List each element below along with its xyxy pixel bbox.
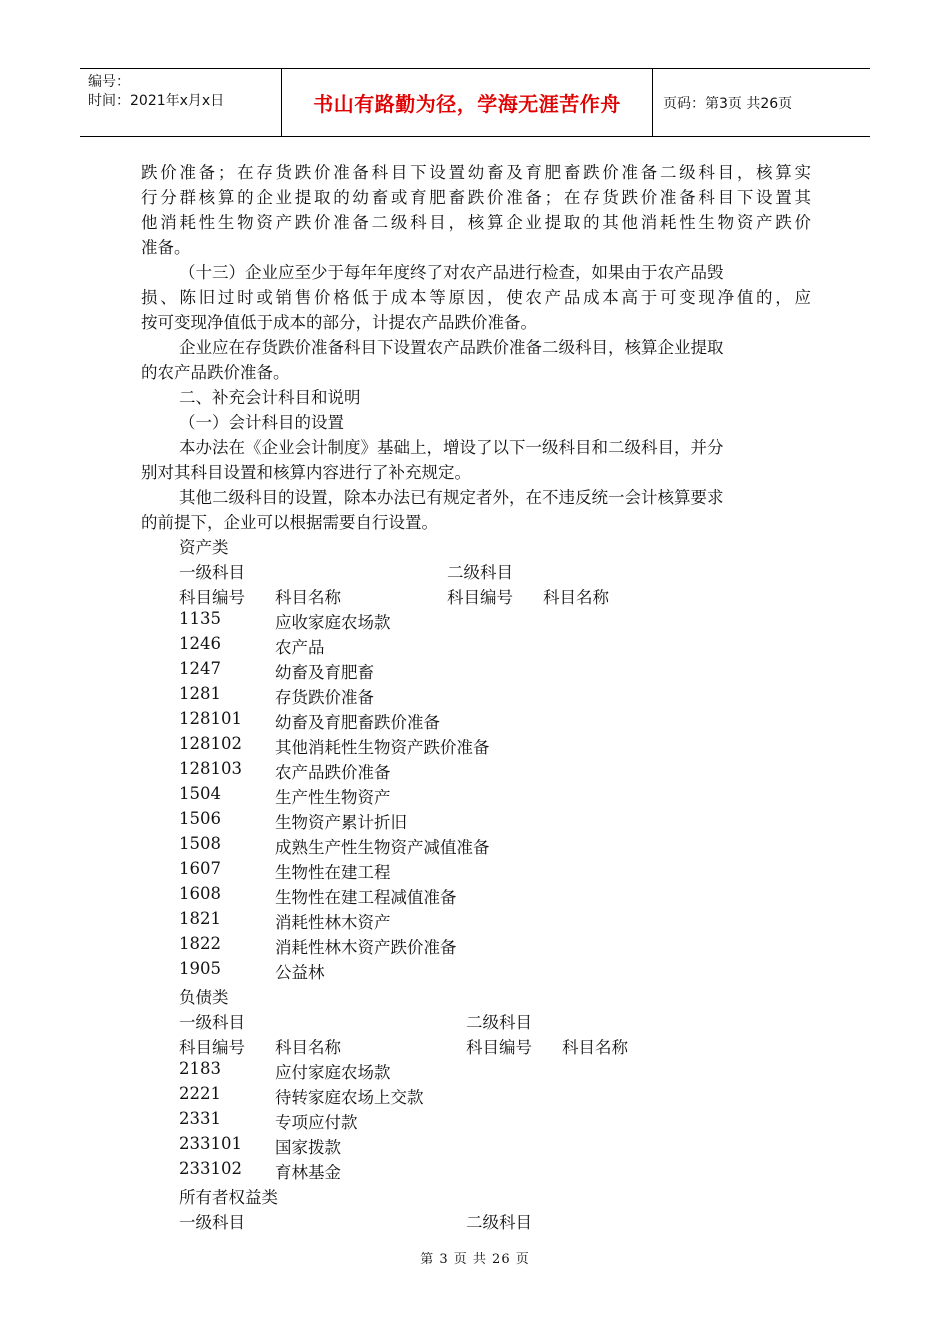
subsection-heading: （一）会计科目的设置 xyxy=(179,413,344,432)
account-code: 2183 xyxy=(179,1059,221,1078)
paragraph-line: 跌价准备；在存货跌价准备科目下设置幼畜及育肥畜跌价准备二级科目，核算实 xyxy=(141,163,811,182)
account-name: 专项应付款 xyxy=(275,1113,358,1132)
liabilities-level2-header: 二级科目 xyxy=(466,1013,532,1032)
assets-code-header-2: 科目编号 xyxy=(447,588,513,607)
account-code: 1608 xyxy=(179,884,221,903)
account-code: 128102 xyxy=(179,734,242,753)
header-motto: 书山有路勤为径，学海无涯苦作舟 xyxy=(281,69,653,136)
document-number-label: 编号： xyxy=(88,74,130,90)
account-code: 2221 xyxy=(179,1084,221,1103)
paragraph-line: 他消耗性生物资产跌价准备二级科目，核算企业提取的其他消耗性生物资产跌价 xyxy=(141,213,811,232)
account-code: 1506 xyxy=(179,809,221,828)
assets-code-header: 科目编号 xyxy=(179,588,245,607)
account-code: 233101 xyxy=(179,1134,242,1153)
account-code: 1135 xyxy=(179,609,221,628)
account-name: 待转家庭农场上交款 xyxy=(275,1088,424,1107)
account-name: 存货跌价准备 xyxy=(275,688,374,707)
assets-level1-header: 一级科目 xyxy=(179,563,245,582)
account-name: 农产品 xyxy=(275,638,325,657)
account-name: 成熟生产性生物资产减值准备 xyxy=(275,838,490,857)
account-code: 1905 xyxy=(179,959,221,978)
account-name: 消耗性林木资产 xyxy=(275,913,391,932)
account-name: 育林基金 xyxy=(275,1163,341,1182)
liabilities-code-header: 科目编号 xyxy=(179,1038,245,1057)
account-code: 128101 xyxy=(179,709,242,728)
paragraph-line: 其他二级科目的设置，除本办法已有规定者外，在不违反统一会计核算要求 xyxy=(179,488,724,507)
account-code: 1504 xyxy=(179,784,221,803)
liabilities-title: 负债类 xyxy=(179,988,229,1007)
account-name: 国家拨款 xyxy=(275,1138,341,1157)
section-heading: 二、补充会计科目和说明 xyxy=(179,388,361,407)
account-code: 1607 xyxy=(179,859,221,878)
account-name: 应付家庭农场款 xyxy=(275,1063,391,1082)
paragraph-line: 准备。 xyxy=(141,238,191,257)
liabilities-name-header: 科目名称 xyxy=(275,1038,341,1057)
liabilities-name-header-2: 科目名称 xyxy=(562,1038,628,1057)
page-header xyxy=(80,68,870,137)
account-code: 233102 xyxy=(179,1159,242,1178)
assets-title: 资产类 xyxy=(179,538,229,557)
account-code: 2331 xyxy=(179,1109,221,1128)
document-time-label: 时间：2021年x月x日 xyxy=(88,93,225,109)
assets-level2-header: 二级科目 xyxy=(447,563,513,582)
paragraph-line: 的农产品跌价准备。 xyxy=(141,363,290,382)
account-name: 应收家庭农场款 xyxy=(275,613,391,632)
account-name: 其他消耗性生物资产跌价准备 xyxy=(275,738,490,757)
assets-name-header-2: 科目名称 xyxy=(543,588,609,607)
paragraph-line: 损、陈旧过时或销售价格低于成本等原因，使农产品成本高于可变现净值的，应 xyxy=(141,288,811,307)
header-page-info: 页码：第3页 共26页 xyxy=(663,96,793,112)
page-footer: 第 3 页 共 26 页 xyxy=(420,1252,530,1267)
account-code: 1821 xyxy=(179,909,221,928)
account-name: 生物性在建工程 xyxy=(275,863,391,882)
account-code: 1822 xyxy=(179,934,221,953)
account-code: 1281 xyxy=(179,684,221,703)
paragraph-line: 的前提下，企业可以根据需要自行设置。 xyxy=(141,513,438,532)
equity-level2-header: 二级科目 xyxy=(466,1213,532,1232)
paragraph-line: 本办法在《企业会计制度》基础上，增设了以下一级科目和二级科目，并分 xyxy=(179,438,724,457)
account-name: 生产性生物资产 xyxy=(275,788,391,807)
paragraph-line: （十三）企业应至少于每年年度终了对农产品进行检查，如果由于农产品毁 xyxy=(179,263,724,282)
account-name: 生物资产累计折旧 xyxy=(275,813,407,832)
account-name: 幼畜及育肥畜跌价准备 xyxy=(275,713,440,732)
account-name: 幼畜及育肥畜 xyxy=(275,663,374,682)
account-name: 农产品跌价准备 xyxy=(275,763,391,782)
paragraph-line: 企业应在存货跌价准备科目下设置农产品跌价准备二级科目，核算企业提取 xyxy=(179,338,724,357)
account-name: 生物性在建工程减值准备 xyxy=(275,888,457,907)
account-name: 公益林 xyxy=(275,963,325,982)
account-code: 1246 xyxy=(179,634,221,653)
liabilities-level1-header: 一级科目 xyxy=(179,1013,245,1032)
equity-level1-header: 一级科目 xyxy=(179,1213,245,1232)
account-code: 1247 xyxy=(179,659,221,678)
paragraph-line: 别对其科目设置和核算内容进行了补充规定。 xyxy=(141,463,471,482)
paragraph-line: 按可变现净值低于成本的部分，计提农产品跌价准备。 xyxy=(141,313,537,332)
assets-name-header: 科目名称 xyxy=(275,588,341,607)
equity-title: 所有者权益类 xyxy=(179,1188,278,1207)
liabilities-code-header-2: 科目编号 xyxy=(466,1038,532,1057)
account-code: 1508 xyxy=(179,834,221,853)
header-meta xyxy=(88,73,278,111)
paragraph-line: 行分群核算的企业提取的幼畜或育肥畜跌价准备；在存货跌价准备科目下设置其 xyxy=(141,188,811,207)
account-code: 128103 xyxy=(179,759,242,778)
account-name: 消耗性林木资产跌价准备 xyxy=(275,938,457,957)
